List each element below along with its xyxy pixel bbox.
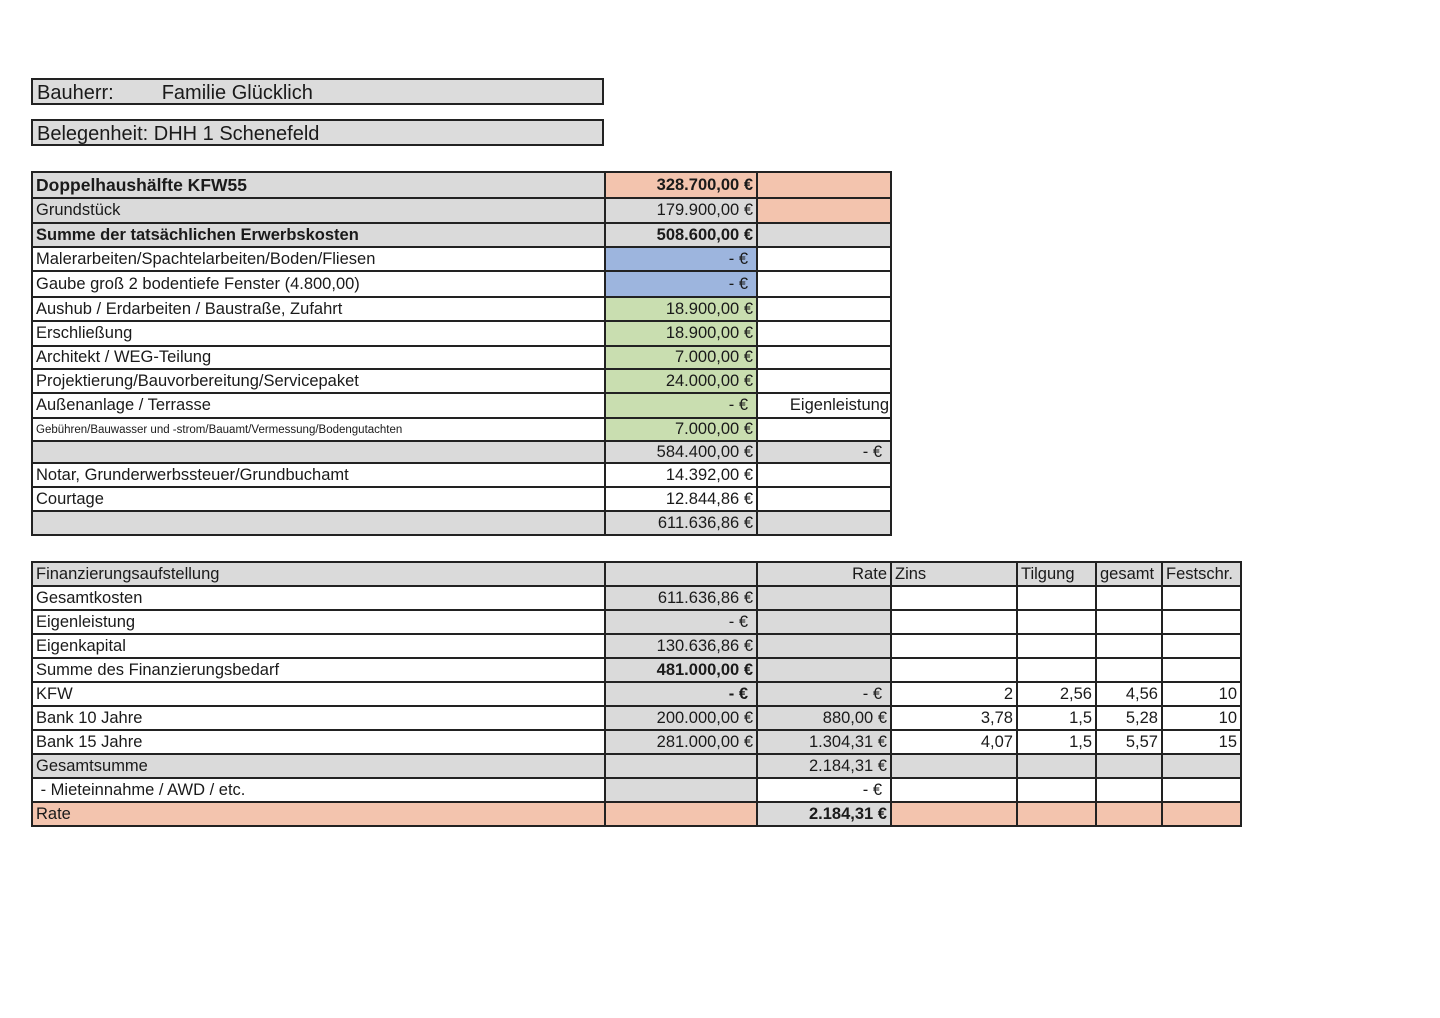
fin-zins: 3,78 — [891, 706, 1017, 730]
fin-festschr — [1162, 754, 1241, 778]
fin-rate — [757, 658, 891, 682]
cost-note — [757, 223, 891, 247]
cost-row — [32, 346, 891, 369]
fin-rate — [757, 586, 891, 610]
cost-amount: 328.700,00 € — [605, 172, 757, 198]
cost-row — [32, 418, 891, 441]
cost-label: Notar, Grunderwerbssteuer/Grundbuchamt — [32, 463, 605, 487]
header-amount — [605, 562, 757, 586]
cost-row — [32, 441, 891, 463]
cost-label: Erschließung — [32, 321, 605, 346]
cost-amount: 24.000,00 € — [605, 369, 757, 393]
cost-label — [32, 441, 605, 463]
cost-amount: 508.600,00 € — [605, 223, 757, 247]
cost-note — [757, 511, 891, 535]
fin-gesamt — [1096, 658, 1162, 682]
financing-row — [32, 754, 1241, 778]
cost-table — [31, 171, 892, 536]
cost-amount: - € — [605, 393, 757, 418]
financing-row — [32, 778, 1241, 802]
fin-label: - Mieteinnahme / AWD / etc. — [32, 778, 605, 802]
cost-label: Malerarbeiten/Spachtelarbeiten/Boden/Fliesen — [32, 247, 605, 271]
cost-note — [757, 172, 891, 198]
cost-amount: - € — [605, 247, 757, 271]
fin-gesamt — [1096, 802, 1162, 826]
fin-label: Bank 10 Jahre — [32, 706, 605, 730]
cost-label: Architekt / WEG-Teilung — [32, 346, 605, 369]
financing-row — [32, 610, 1241, 634]
cost-row — [32, 369, 891, 393]
financing-row — [32, 586, 1241, 610]
fin-label: Gesamtsumme — [32, 754, 605, 778]
cost-label: Doppelhaushälfte KFW55 — [32, 172, 605, 198]
cost-row — [32, 271, 891, 297]
fin-zins — [891, 802, 1017, 826]
fin-festschr — [1162, 586, 1241, 610]
cost-label: Aushub / Erdarbeiten / Baustraße, Zufahrt — [32, 297, 605, 321]
financing-row — [32, 802, 1241, 826]
fin-tilgung: 1,5 — [1017, 730, 1096, 754]
cost-label: Außenanlage / Terrasse — [32, 393, 605, 418]
cost-label: Gaube groß 2 bodentiefe Fenster (4.800,00) — [32, 271, 605, 297]
belegenheit-text: Belegenheit: DHH 1 Schenefeld — [37, 123, 320, 145]
fin-label: Eigenleistung — [32, 610, 605, 634]
fin-zins — [891, 634, 1017, 658]
cost-label: Courtage — [32, 487, 605, 511]
fin-gesamt: 5,57 — [1096, 730, 1162, 754]
fin-zins — [891, 610, 1017, 634]
cost-amount: 611.636,86 € — [605, 511, 757, 535]
cost-row — [32, 223, 891, 247]
fin-tilgung — [1017, 610, 1096, 634]
fin-rate: 2.184,31 € — [757, 754, 891, 778]
fin-gesamt — [1096, 778, 1162, 802]
cost-note — [757, 418, 891, 441]
bauherr-box — [31, 78, 604, 105]
fin-amount — [605, 778, 757, 802]
fin-zins — [891, 778, 1017, 802]
fin-amount: 611.636,86 € — [605, 586, 757, 610]
fin-amount: - € — [605, 610, 757, 634]
fin-rate: 2.184,31 € — [757, 802, 891, 826]
financing-header-row — [32, 562, 1241, 586]
financing-table — [31, 561, 1242, 827]
fin-tilgung — [1017, 586, 1096, 610]
fin-festschr — [1162, 658, 1241, 682]
fin-gesamt — [1096, 754, 1162, 778]
cost-row — [32, 321, 891, 346]
cost-note — [757, 369, 891, 393]
cost-label: Summe der tatsächlichen Erwerbskosten — [32, 223, 605, 247]
fin-amount: - € — [605, 682, 757, 706]
fin-amount: 481.000,00 € — [605, 658, 757, 682]
fin-festschr — [1162, 610, 1241, 634]
financing-row — [32, 682, 1241, 706]
cost-row — [32, 393, 891, 418]
fin-amount: 130.636,86 € — [605, 634, 757, 658]
bauherr-label: Bauherr: — [37, 82, 114, 104]
cost-label: Projektierung/Bauvorbereitung/Servicepaket — [32, 369, 605, 393]
fin-rate — [757, 634, 891, 658]
header-zins: Zins — [891, 562, 1017, 586]
cost-row — [32, 198, 891, 223]
cost-note — [757, 247, 891, 271]
cost-row — [32, 172, 891, 198]
fin-zins: 4,07 — [891, 730, 1017, 754]
cost-amount: 584.400,00 € — [605, 441, 757, 463]
cost-note — [757, 198, 891, 223]
fin-zins — [891, 754, 1017, 778]
fin-amount: 281.000,00 € — [605, 730, 757, 754]
fin-label: Bank 15 Jahre — [32, 730, 605, 754]
fin-festschr — [1162, 634, 1241, 658]
cost-row — [32, 297, 891, 321]
financing-row — [32, 634, 1241, 658]
cost-amount: 7.000,00 € — [605, 418, 757, 441]
fin-tilgung — [1017, 778, 1096, 802]
fin-rate: 880,00 € — [757, 706, 891, 730]
cost-amount: - € — [605, 271, 757, 297]
cost-row — [32, 247, 891, 271]
cost-note: Eigenleistung — [757, 393, 891, 418]
financing-row — [32, 658, 1241, 682]
fin-label: Summe des Finanzierungsbedarf — [32, 658, 605, 682]
cost-note — [757, 487, 891, 511]
fin-rate: - € — [757, 682, 891, 706]
cost-note — [757, 321, 891, 346]
fin-label: KFW — [32, 682, 605, 706]
fin-label: Gesamtkosten — [32, 586, 605, 610]
fin-gesamt — [1096, 610, 1162, 634]
fin-gesamt — [1096, 634, 1162, 658]
bauherr-value: Familie Glücklich — [161, 82, 313, 104]
fin-tilgung — [1017, 658, 1096, 682]
fin-tilgung — [1017, 754, 1096, 778]
fin-gesamt: 5,28 — [1096, 706, 1162, 730]
cost-note: - € — [757, 441, 891, 463]
cost-label: Gebühren/Bauwasser und -strom/Bauamt/Vermessung/Bodengutachten — [32, 418, 605, 441]
fin-gesamt: 4,56 — [1096, 682, 1162, 706]
fin-festschr: 10 — [1162, 706, 1241, 730]
cost-label — [32, 511, 605, 535]
fin-rate — [757, 610, 891, 634]
cost-amount: 12.844,86 € — [605, 487, 757, 511]
cost-note — [757, 271, 891, 297]
header-festschr: Festschr. — [1162, 562, 1241, 586]
fin-festschr: 10 — [1162, 682, 1241, 706]
cost-note — [757, 463, 891, 487]
cost-amount: 179.900,00 € — [605, 198, 757, 223]
fin-gesamt — [1096, 586, 1162, 610]
header-tilgung: Tilgung — [1017, 562, 1096, 586]
financing-title: Finanzierungsaufstellung — [32, 562, 605, 586]
cost-amount: 14.392,00 € — [605, 463, 757, 487]
fin-zins — [891, 658, 1017, 682]
fin-festschr: 15 — [1162, 730, 1241, 754]
cost-row — [32, 463, 891, 487]
fin-rate: - € — [757, 778, 891, 802]
cost-amount: 18.900,00 € — [605, 321, 757, 346]
belegenheit-box — [31, 119, 604, 146]
fin-tilgung: 1,5 — [1017, 706, 1096, 730]
fin-festschr — [1162, 802, 1241, 826]
fin-festschr — [1162, 778, 1241, 802]
fin-amount — [605, 802, 757, 826]
cost-note — [757, 346, 891, 369]
fin-amount: 200.000,00 € — [605, 706, 757, 730]
cost-row — [32, 487, 891, 511]
financing-row — [32, 730, 1241, 754]
cost-note — [757, 297, 891, 321]
cost-amount: 7.000,00 € — [605, 346, 757, 369]
fin-tilgung — [1017, 634, 1096, 658]
cost-amount: 18.900,00 € — [605, 297, 757, 321]
fin-tilgung: 2,56 — [1017, 682, 1096, 706]
cost-label: Grundstück — [32, 198, 605, 223]
fin-rate: 1.304,31 € — [757, 730, 891, 754]
fin-zins: 2 — [891, 682, 1017, 706]
fin-tilgung — [1017, 802, 1096, 826]
fin-zins — [891, 586, 1017, 610]
header-rate: Rate — [757, 562, 891, 586]
cost-row — [32, 511, 891, 535]
fin-label: Eigenkapital — [32, 634, 605, 658]
financing-row — [32, 706, 1241, 730]
fin-amount — [605, 754, 757, 778]
fin-label: Rate — [32, 802, 605, 826]
header-gesamt: gesamt — [1096, 562, 1162, 586]
